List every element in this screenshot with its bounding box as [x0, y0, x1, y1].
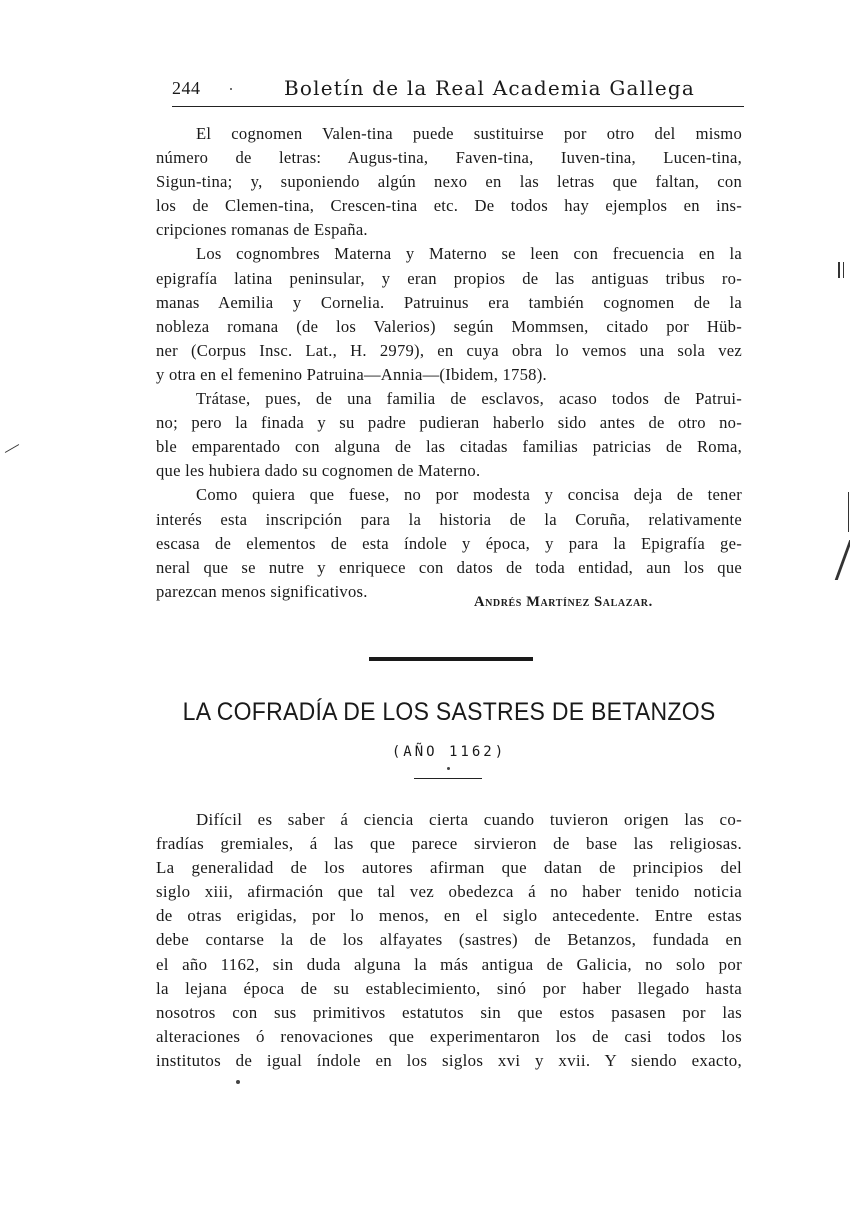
text-line: cripciones romanas de España. [156, 220, 368, 240]
text-line: ble emparentado con alguna de las citadas familias patricias de Roma, [156, 437, 742, 457]
subtitle-rule [414, 778, 482, 779]
text-line: número de letras: Augus-tina, Faven-tina, Iuven-tina, Lucen-tina, [156, 148, 742, 168]
running-head [172, 76, 744, 104]
scan-speck [447, 767, 450, 770]
text-line: neral que se nutre y enriquece con datos de toda entidad, aun los que [156, 557, 742, 577]
text-line: de otras erigidas, por lo menos, en el siglo antecedente. Entre estas [156, 906, 742, 926]
text-line: siglo xiii, afirmación que tal vez obedezca á no haber tenido noticia [156, 882, 742, 902]
scan-edge-mark [835, 540, 850, 580]
journal-title: Boletín de la Real Academia Gallega [284, 76, 695, 100]
section-subtitle: (AÑO 1162) [391, 744, 507, 760]
text-line: y otra en el femenino Patruina—Annia—(Ibidem, 1758). [156, 364, 547, 384]
text-line: La generalidad de los autores afirman que datan de principios del [156, 858, 742, 878]
text-line: epigrafía latina peninsular, y eran propios de las antiguas tribus ro- [156, 268, 742, 288]
text-line: no; pero la finada y su padre pudieran haberlo sido antes de otro no- [156, 413, 742, 433]
article-conclusion [156, 122, 742, 604]
section-separator [369, 657, 533, 661]
scan-speck [230, 88, 232, 90]
page-number: 244 [172, 78, 201, 98]
text-line: el año 1162, sin duda alguna la más antigua de Galicia, no solo por [156, 954, 742, 974]
text-line: ner (Corpus Insc. Lat., H. 2979), en cuya obra lo vemos una sola vez [156, 340, 742, 360]
header-rule [172, 106, 744, 107]
scan-edge-mark [848, 492, 849, 532]
text-line: Los cognombres Materna y Materno se leen con frecuencia en la [196, 244, 742, 264]
scan-edge-mark [838, 262, 840, 278]
text-line: Sigun-tina; y, suponiendo algún nexo en las letras que faltan, con [156, 172, 742, 192]
text-line: nosotros con sus primitivos estatutos sin que estos pasasen por las [156, 1002, 742, 1022]
section-title: LA COFRADÍA DE LOS SASTRES DE BETANZOS [182, 698, 716, 726]
text-line: interés esta inscripción para la historia de la Coruña, relativamente [156, 509, 742, 529]
text-line: la lejana época de su establecimiento, sinó por haber llegado hasta [156, 978, 742, 998]
text-line: parezcan menos significativos. [156, 581, 368, 601]
text-line: Trátase, pues, de una familia de esclavos, acaso todos de Patrui- [196, 389, 742, 409]
text-line: Como quiera que fuese, no por modesta y concisa deja de tener [196, 485, 742, 505]
scan-edge-mark [843, 262, 844, 278]
text-line: institutos de igual índole en los siglos xvi y xvii. Y siendo exacto, [156, 1050, 742, 1070]
author-signature: Andrés Martínez Salazar. [474, 594, 653, 610]
scan-speck [236, 1080, 240, 1084]
text-line: escasa de elementos de esta índole y época, y para la Epigrafía ge- [156, 533, 742, 553]
text-line: debe contarse la de los alfayates (sastres) de Betanzos, fundada en [156, 930, 742, 950]
text-line: que les hubiera dado su cognomen de Materno. [156, 461, 481, 481]
text-line: nobleza romana (de los Valerios) según Mommsen, citado por Hüb- [156, 316, 742, 336]
scan-edge-mark [5, 444, 19, 453]
text-line: los de Clemen-tina, Crescen-tina etc. De todos hay ejemplos en ins- [156, 196, 742, 216]
section-body [156, 808, 742, 1073]
text-line: fradías gremiales, á las que parece sirvieron de base las religiosas. [156, 834, 742, 854]
text-line: El cognomen Valen-tina puede sustituirse por otro del mismo [196, 124, 742, 143]
text-line: Difícil es saber á ciencia cierta cuando tuvieron origen las co- [196, 810, 742, 829]
text-line: manas Aemilia y Cornelia. Patruinus era también cognomen de la [156, 292, 742, 312]
text-line: alteraciones ó renovaciones que experimentaron los de casi todos los [156, 1026, 742, 1046]
